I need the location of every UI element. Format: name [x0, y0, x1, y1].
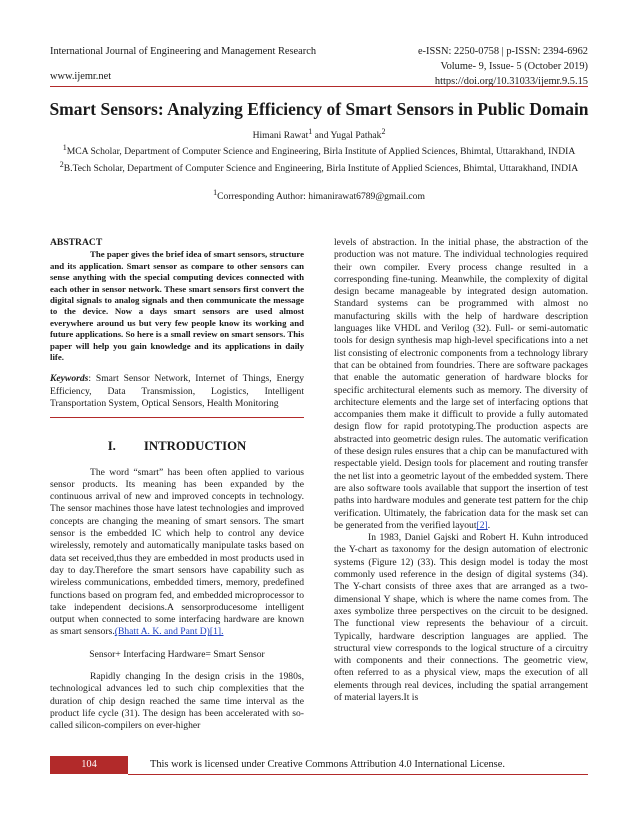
volume-line: Volume- 9, Issue- 5 (October 2019): [440, 61, 588, 72]
doi-line: https://doi.org/10.31033/ijemr.9.5.15: [434, 76, 588, 87]
license-notice: This work is licensed under Creative Commons Attribution 4.0 International License.: [150, 759, 505, 770]
smart-sensor-equation: Sensor+ Interfacing Hardware= Smart Sensor: [89, 648, 265, 660]
citation-link[interactable]: (Bhatt A. K. and Pant D): [114, 626, 210, 638]
page-footer: [50, 756, 588, 774]
intro-paragraph-3: In 1983, Daniel Gajski and Robert H. Kuhn introduced the Y-chart as taxonomy for the design automation of electronic systems (Figure 12) (33). This design model is today the most commonly used reference in the design of digital systems (34). The Y-chart consists of three axes that are arranged as a two-dimensional Y shape, which is where the name comes from. The axes symbolize three perspectives on the circuit to be designed. The functional view represents the behaviour of a circuit. Typically, hardware description languages are applied. The structural view corresponds to the logical structure of a circuitry with components and their connections. The geometric view, often referred to as a physical view, maps the execution of all elements through real devices, including the spatial arrangement of material layers.It is: [334, 532, 588, 703]
running-header-left: [50, 44, 316, 84]
left-column: [50, 237, 304, 732]
section-divider: [50, 417, 304, 418]
journal-website: www.ijemr.net: [50, 71, 112, 82]
issn-line: e-ISSN: 2250-0758 | p-ISSN: 2394-6962: [417, 46, 588, 57]
footer-divider: [128, 774, 588, 775]
keywords: [50, 373, 304, 410]
affiliation-2: $^2$B.Tech Scholar, Department of Computer Science and Engineering, Birla Institute of Applied Sciences, Bhimtal, Uttarakhand, INDIA: [59, 159, 579, 175]
keywords-text: : Smart Sensor Network, Internet of Things, Energy Efficiency, Data Transmission, Logistics, Intelligent Transportation System, Optical Sensors, Health Monitoring: [50, 373, 304, 409]
author-names: Himani Rawat$^1$ and Yugal Pathak$^2$: [252, 127, 386, 142]
intro-paragraph-2: Rapidly changing In the design crisis in the 1980s, technological advances led to such chip complexities that the duration of chip design reached the same time interval as the product life cycle (31). The design has been accelerated with so-called silicon-compilers on ever-higher: [50, 671, 304, 732]
corresponding-author: $^1$Corresponding Author: himanirawat6789@gmail.com: [213, 188, 425, 203]
author-block: [50, 126, 588, 204]
affiliation-1: $^1$MCA Scholar, Department of Computer Science and Engineering, Birla Institute of Applied Sciences, Bhimtal, Uttarakhand, INDIA: [62, 143, 576, 158]
page-number: 104: [50, 756, 128, 774]
section-heading-introduction: I. INTRODUCTION: [107, 439, 247, 454]
journal-name: International Journal of Engineering and Management Research: [50, 46, 317, 57]
abstract-heading: ABSTRACT: [50, 237, 103, 248]
abstract-text: The paper gives the brief idea of smart sensors, structure and its application. Smart sensor as compare to other sensors can sense anything with the special computing devices connected with each other in sensor network. These smart sensors first convert the digital signals to analog signals and then communicate the message to the device. Now a days smart sensors are used almost everywhere around us but very few people know its working and future applications. So here is a small review on smart sensors. This paper will help you gain knowledge and its applications in daily life.: [50, 249, 304, 362]
header-divider: [50, 86, 588, 87]
right-column: [334, 237, 588, 704]
intro-paragraph-2-continued: levels of abstraction. In the initial phase, the abstraction of the production was not mature. The individual technologies required their own compiler. Every process change resulted in a corresponding fine-tuning. Meanwhile, the complexity of digital design became manageable by integrated design automation. Standard systems can be programmed with almost no manufacturing skills with the help of hardware description languages like VHDL and Verilog (32). Full- or semi-automatic tools for design synthesis map high-level specifications into a net list consisting of electronic components from a technology library that can be obtained from foundries. There are software packages that enable the automatic generation of hardware blocks for specific architectural elements such as memory. The diversity of architecture elements and the large set of interfacing options that accompanies them make it difficult to provide a fully automated design flow for rapid prototyping.The production aspects are abstracted into geometric design rules. The automatic verification of these design rules ensures that a chip can be manufactured with respectable yield. Design tools for placement and routing transfer the net list into a geometric layout of the embedded system. There are also software tools available that support the insertion of test paths into hardware modules and generate test pattern for the chip verification. Ultimately, the fabrication data for the mask set can be generated from the verified layout[2].: [334, 237, 588, 531]
reference-link-2[interactable]: [2]: [476, 519, 488, 531]
reference-link-1[interactable]: [1].: [209, 626, 224, 638]
keywords-label: Keywords: [50, 373, 89, 385]
intro-paragraph-1: The word “smart” has been often applied to various sensor products. Its meaning has been expanded by the continuous arrival of new and improved concepts in technology. The sensor machines those have latest technologies and improved concepts are changing the meaning of smart sensors. The smart sensor is the embedded IC which help to control any device wirelessly, remotely and automatically manipulate tasks based on data set received,thus they are embedded in most products used in day to day.Therefore the smart sensors have capability such as wireless communications, embedded timers, memory, predefined functions based on program fed, and embedded microprocessor to take independent decisions.A sensorproducesome intelligent output when connected to some interfacing hardware are known as smart sensors.(Bhatt A. K. and Pant D)[1].: [50, 466, 304, 638]
running-header-right: [418, 44, 588, 89]
paper-title: Smart Sensors: Analyzing Efficiency of Smart Sensors in Public Domain: [49, 99, 589, 119]
